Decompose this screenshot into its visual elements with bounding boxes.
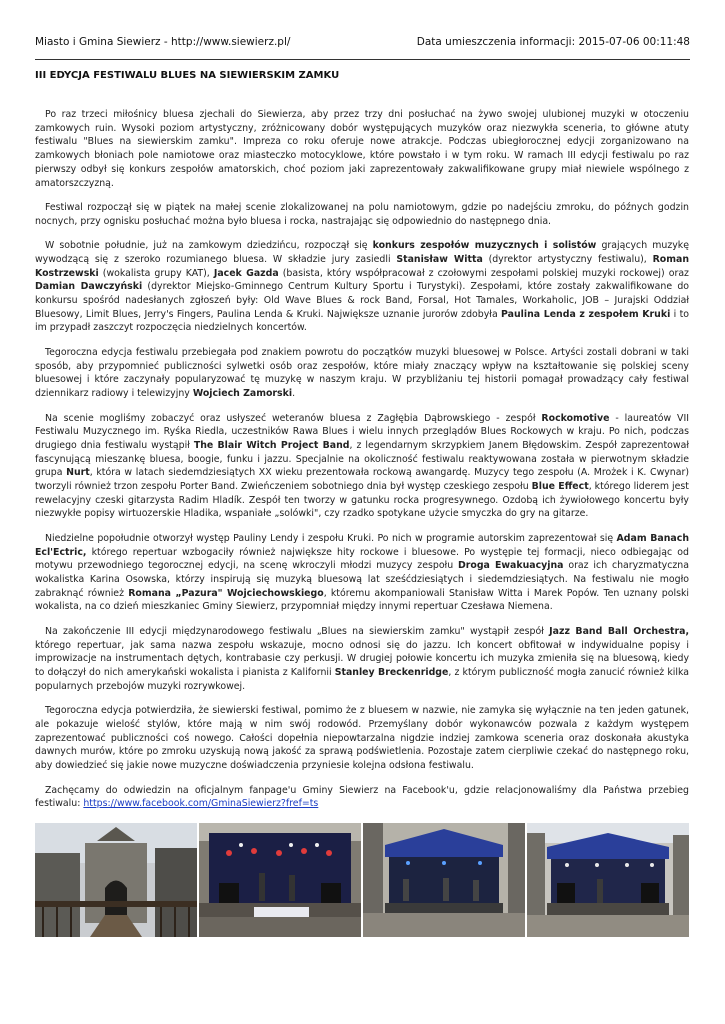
article-body — [35, 108, 689, 822]
publish-date: Data umieszczenia informacji: 2015-07-06 00:11:48 — [416, 36, 690, 48]
castle-gate-photo — [35, 823, 197, 937]
page-header — [35, 36, 690, 60]
paragraph-2: Festiwal rozpoczął się w piątek na małej scenie zlokalizowanej na polu namiotowym, gdzie po nadejściu zmroku, do późnych godzin nocnych, przy ognisku posłuchać można było bluesa i rocka, nastrajając się odpowiednio do następnego dnia. — [35, 202, 689, 227]
facebook-link[interactable]: https://www.facebook.com/GminaSiewierz?fref=ts — [83, 798, 319, 810]
stage-photo-1 — [199, 823, 361, 937]
photo-strip — [35, 823, 689, 937]
paragraph-3: W sobotnie południe, już na zamkowym dziedzińcu, rozpoczął się konkurs zespołów muzycznych i solistów grających muzykę wywodzącą się z szeroko rozumianego bluesa. W składzie jury zasiedli Stanisław Witta (dyrektor artystyczny festiwalu), Roman Kostrzewski (wokalista grupy KAT), Jacek Gazda (basista, który współpracował z czołowymi zespołami polskiej muzyki rockowej) oraz Damian Dawczyński (dyrektor Miejsko-Gminnego Centrum Kultury Sportu i Turystyki). Zespołami, które zostały zakwalifikowane do konkursu spośród nadesłanych zgłoszeń były: Old Wave Blues & rock Band, Forsal, Hot Tamales, Workaholic, JOB – Jurajski Oddział Bluesowy, Limit Blues, Jerry's Fingers, Paulina Lenda & Kruki. Największe uznanie jurorów zdobyła Paulina Lenda z zespołem Kruki i to im przypadł zaszczyt rozpoczęcia niedzielnych koncertów. — [35, 240, 690, 334]
paragraph-5: Na scenie mogliśmy zobaczyć oraz usłyszeć weteranów bluesa z Zagłębia Dąbrowskiego - zespół Rockomotive - laureatów VII Festiwalu Muzycznego im. Ryśka Riedla, uczestników Rawa Blues i wielu innych przeglądów Blues Rockowych w kraju. Po nich, podczas drugiego dnia festiwalu wystąpił The Blair Witch Project Band, z legendarnym skrzypkiem Janem Błędowskim. Zespół zaprezentował fascynującą mieszankę bluesa, boogie, funku i jazzu. Specjalnie na okoliczność festiwalu reaktywowana została w pierwotnym składzie grupa Nurt, która w latach siedemdziesiątych XX wieku prezentowała rockową awangardę. Muzycy tego zespołu (A. Mrożek i K. Cwynar) tworzyli również trzon zespołu Porter Band. Zwieńczeniem sobotniego dnia był występ czeskiego zespołu Blue Effect, którego liderem jest rewelacyjny czeski gitarzysta Radim Hladík. Zespół ten tworzy w gatunku rocka progresywnego. Ozdobą ich żywiołowego koncertu były niezwykłe popisy wirtuozerskie Hladika, wspaniałe „solówki", czy rzadko spotykane użycie smyczka do gry na gitarze. — [35, 412, 689, 520]
paragraph-8: Tegoroczna edycja potwierdziła, że siewierski festiwal, pomimo że z bluesem w nazwie, nie zamyka się wyłącznie na ten jeden gatunek, ale pokazuje wielość stylów, które mają w nim swój rodowód. Przemyślany dobór wykonawców pozwala z każdym występem zaprezentować publiczności coś nowego. Całości dopełnia niepowtarzalna nigdzie indziej zamkowa sceneria oraz doskonała akustyka dawnych murów, które po zmroku uzyskują nową jakość za sprawą podświetlenia. Pozostaje zatem cierpliwie czekać do następnego roku, aby dowiedzieć się jakie nowe muzyczne doświadczenia przyniesie kolejna odsłona festiwalu. — [35, 705, 689, 772]
stage-photo-3 — [527, 823, 689, 937]
paragraph-4: Tegoroczna edycja festiwalu przebiegała pod znakiem powrotu do początków muzyki bluesowej w Polsce. Artyści zostali dobrani w taki sposób, aby przypomnieć publiczności sylwetki osób oraz zespołów, które miały znaczący wpływ na kształtowanie się polskiej sceny bluesowej i które zaczynały popularyzować tę muzykę w naszym kraju. W przybliżaniu tej historii pomagał prowadzący cały festiwal dziennikarz radiowy i telewizyjny Wojciech Zamorski. — [35, 346, 689, 400]
site-name: Miasto i Gmina Siewierz - http://www.siewierz.pl/ — [35, 36, 291, 48]
stage-photo-2 — [363, 823, 525, 937]
paragraph-7: Na zakończenie III edycji międzynarodowego festiwalu „Blues na siewierskim zamku" wystąpił zespół Jazz Band Ball Orchestra, którego repertuar, jak sama nazwa zespołu wskazuje, mocno odnosi się do jazzu. Ich koncert obfitował w indywidualne popisy i improwizacje na instrumentach dętych, kontrabasie czy perkusji. W drugiej połowie koncertu ich muzyka zmieniła się na bluesową, kiedy to dołączył do nich amerykański wokalista i pianista z Kalifornii Stanley Breckenridge, z którym publiczność mogła zanucić również kilka popularnych przebojów muzyki rozrywkowej. — [35, 625, 690, 692]
paragraph-6: Niedzielne popołudnie otworzył występ Pauliny Lendy i zespołu Kruki. Po nich w programie autorskim zaprezentował się Adam Banach Ecl'Ectric, którego repertuar wzbogaciły również największe hity rockowe i bluesowe. Po występie tej formacji, nieco odbiegając od motywu przewodniego tegorocznej edycji, na scenę wkroczyli młodzi muzycy zespołu Droga Ewakuacyjna oraz ich charyzmatyczna wokalistka Karina Osowska, którzy inspirują się muzyką bluesową lat sześćdziesiątych i siedemdziesiątych. Na festiwalu nie mogło zabraknąć również Romana „Pazura" Wojciechowskiego, któremu akompaniowali Stanisław Witta i Marek Popów. Ten uznany polski wokalista, na co dzień mieszkaniec Gminy Siewierz, przypomniał między innymi repertuar Czesława Niemena. — [35, 532, 689, 613]
paragraph-9: Zachęcamy do odwiedzin na oficjalnym fanpage'u Gminy Siewierz na Facebook'u, gdzie relacjonowaliśmy dla Państwa przebieg festiwalu: https://www.facebook.com/GminaSiewierz?fref=ts — [35, 784, 689, 810]
paragraph-1: Po raz trzeci miłośnicy bluesa zjechali do Siewierza, aby przez trzy dni posłuchać na żywo swojej ulubionej muzyki w otoczeniu zamkowych ruin. Wysoki poziom artystyczny, zróżnicowany dobór występujących muzyków oraz niezwykła sceneria, to główne atuty festiwalu "Blues na siewierskim zamku". Impreza co roku oferuje nowe atrakcje. Podczas ubiegłorocznej edycji zorganizowano na zamkowych błoniach pole namiotowe oraz miasteczko motocyklowe, które powstało i w tym roku. W ramach III edycji festiwalu po raz pierwszy odbył się konkurs zespołów amatorskich, choć poziom jaki zaprezentowały zakwalifikowane grupy miał niewiele wspólnego z amatorszczyzną. — [35, 109, 689, 189]
article-title: III EDYCJA FESTIWALU BLUES NA SIEWIERSKIM ZAMKU — [35, 70, 340, 81]
